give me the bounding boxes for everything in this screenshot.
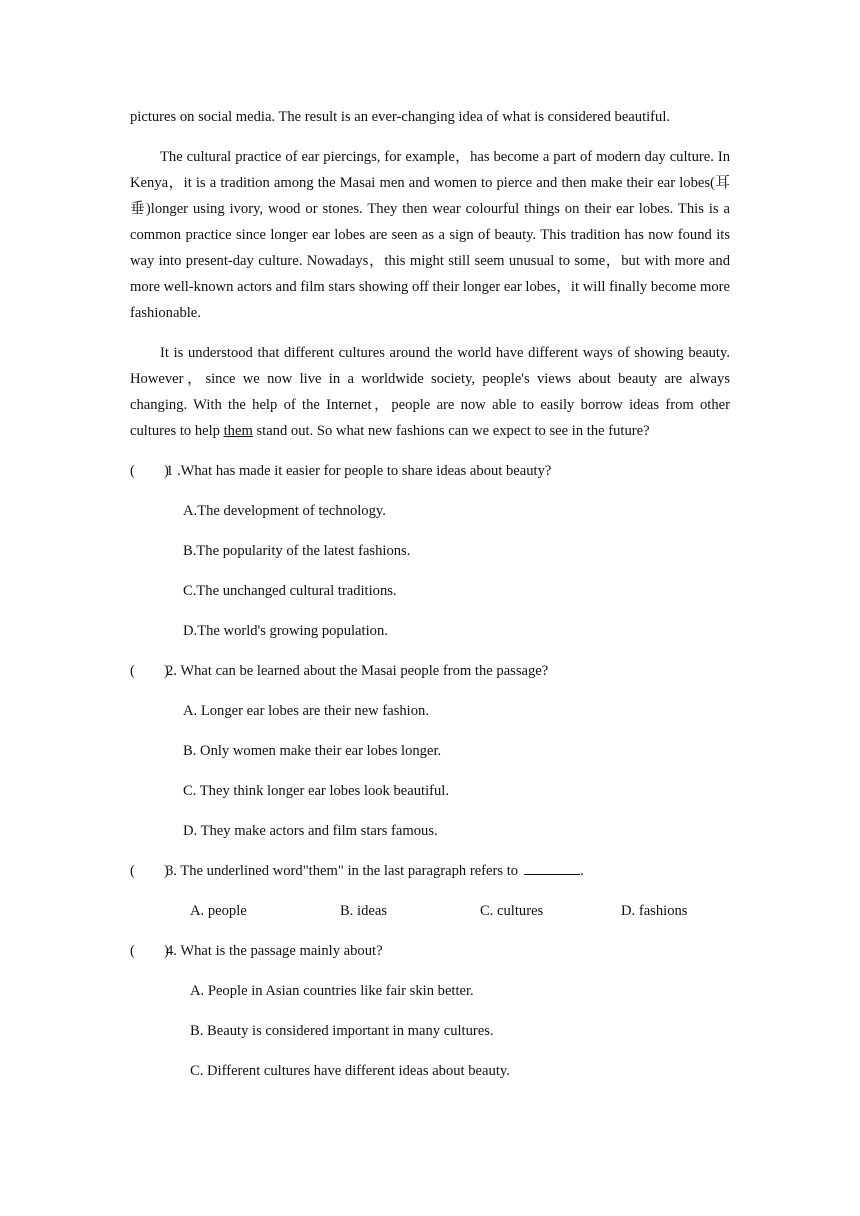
option-c: C. Different cultures have different ideas about beauty.	[190, 1063, 510, 1079]
answer-bracket[interactable]: ( )	[130, 943, 169, 959]
question-2	[130, 658, 730, 698]
option-b: B. Beauty is considered important in many cultures.	[190, 1023, 494, 1039]
answer-bracket[interactable]: ( )	[130, 663, 169, 679]
options-row	[190, 898, 730, 938]
option-b: B. Only women make their ear lobes longer.	[183, 743, 442, 759]
option-d: D. fashions	[621, 903, 688, 919]
option-a: A. People in Asian countries like fair skin better.	[190, 983, 474, 999]
paragraph-3-text-start: It is understood that different cultures around the world have different ways of showing beauty. However，since we now live in a worldwide society, people's views about beauty are always changing. With the help of the Internet，people are now able to easily borrow ideas from other cultures to help	[130, 345, 730, 439]
question-stem: 1 .What has made it easier for people to share ideas about beauty?	[166, 463, 552, 479]
question-end-period: .	[580, 863, 584, 879]
answer-bracket[interactable]: ( )	[130, 463, 169, 479]
question-stem: 4. What is the passage mainly about?	[166, 943, 383, 959]
option-d: D. They make actors and film stars famous.	[183, 823, 438, 839]
fill-in-blank[interactable]	[524, 860, 580, 875]
option-c: C.The unchanged cultural traditions.	[183, 583, 397, 599]
document-page	[130, 104, 730, 1098]
option-c: C. They think longer ear lobes look beautiful.	[183, 783, 450, 799]
paragraph-3-text-end: stand out. So what new fashions can we expect to see in the future?	[252, 423, 650, 439]
answer-bracket[interactable]: ( )	[130, 863, 169, 879]
question-stem: 3. The underlined word"them" in the last paragraph refers to	[166, 863, 519, 879]
option-b: B.The popularity of the latest fashions.	[183, 543, 411, 559]
option-a: A.The development of technology.	[183, 503, 386, 519]
option-d: D.The world's growing population.	[183, 623, 388, 639]
option-a: A. people	[190, 903, 247, 919]
passage-paragraph-3	[130, 340, 730, 444]
question-stem: 2. What can be learned about the Masai people from the passage?	[166, 663, 549, 679]
question-1	[130, 458, 730, 498]
underlined-word-them: them	[223, 423, 253, 439]
option-c: C. cultures	[480, 903, 544, 919]
question-4	[130, 938, 730, 978]
passage-paragraph-2: The cultural practice of ear piercings, for example，has become a part of modern day culture. In Kenya，it is a tradition among the Masai men and women to pierce and then make their ear lobes(耳垂)longer using ivory, wood or stones. They then wear colourful things on their ear lobes. This is a common practice since longer ear lobes are seen as a sign of beauty. This tradition has now found its way into present-day culture. Nowadays，this might still seem unusual to some，but with more and more well-known actors and film stars showing off their longer ear lobes，it will finally become more fashionable.	[130, 149, 730, 321]
question-3	[130, 858, 730, 898]
passage-paragraph-1-tail: pictures on social media. The result is an ever-changing idea of what is considered beautiful.	[130, 109, 671, 125]
option-a: A. Longer ear lobes are their new fashion.	[183, 703, 429, 719]
option-b: B. ideas	[340, 903, 388, 919]
